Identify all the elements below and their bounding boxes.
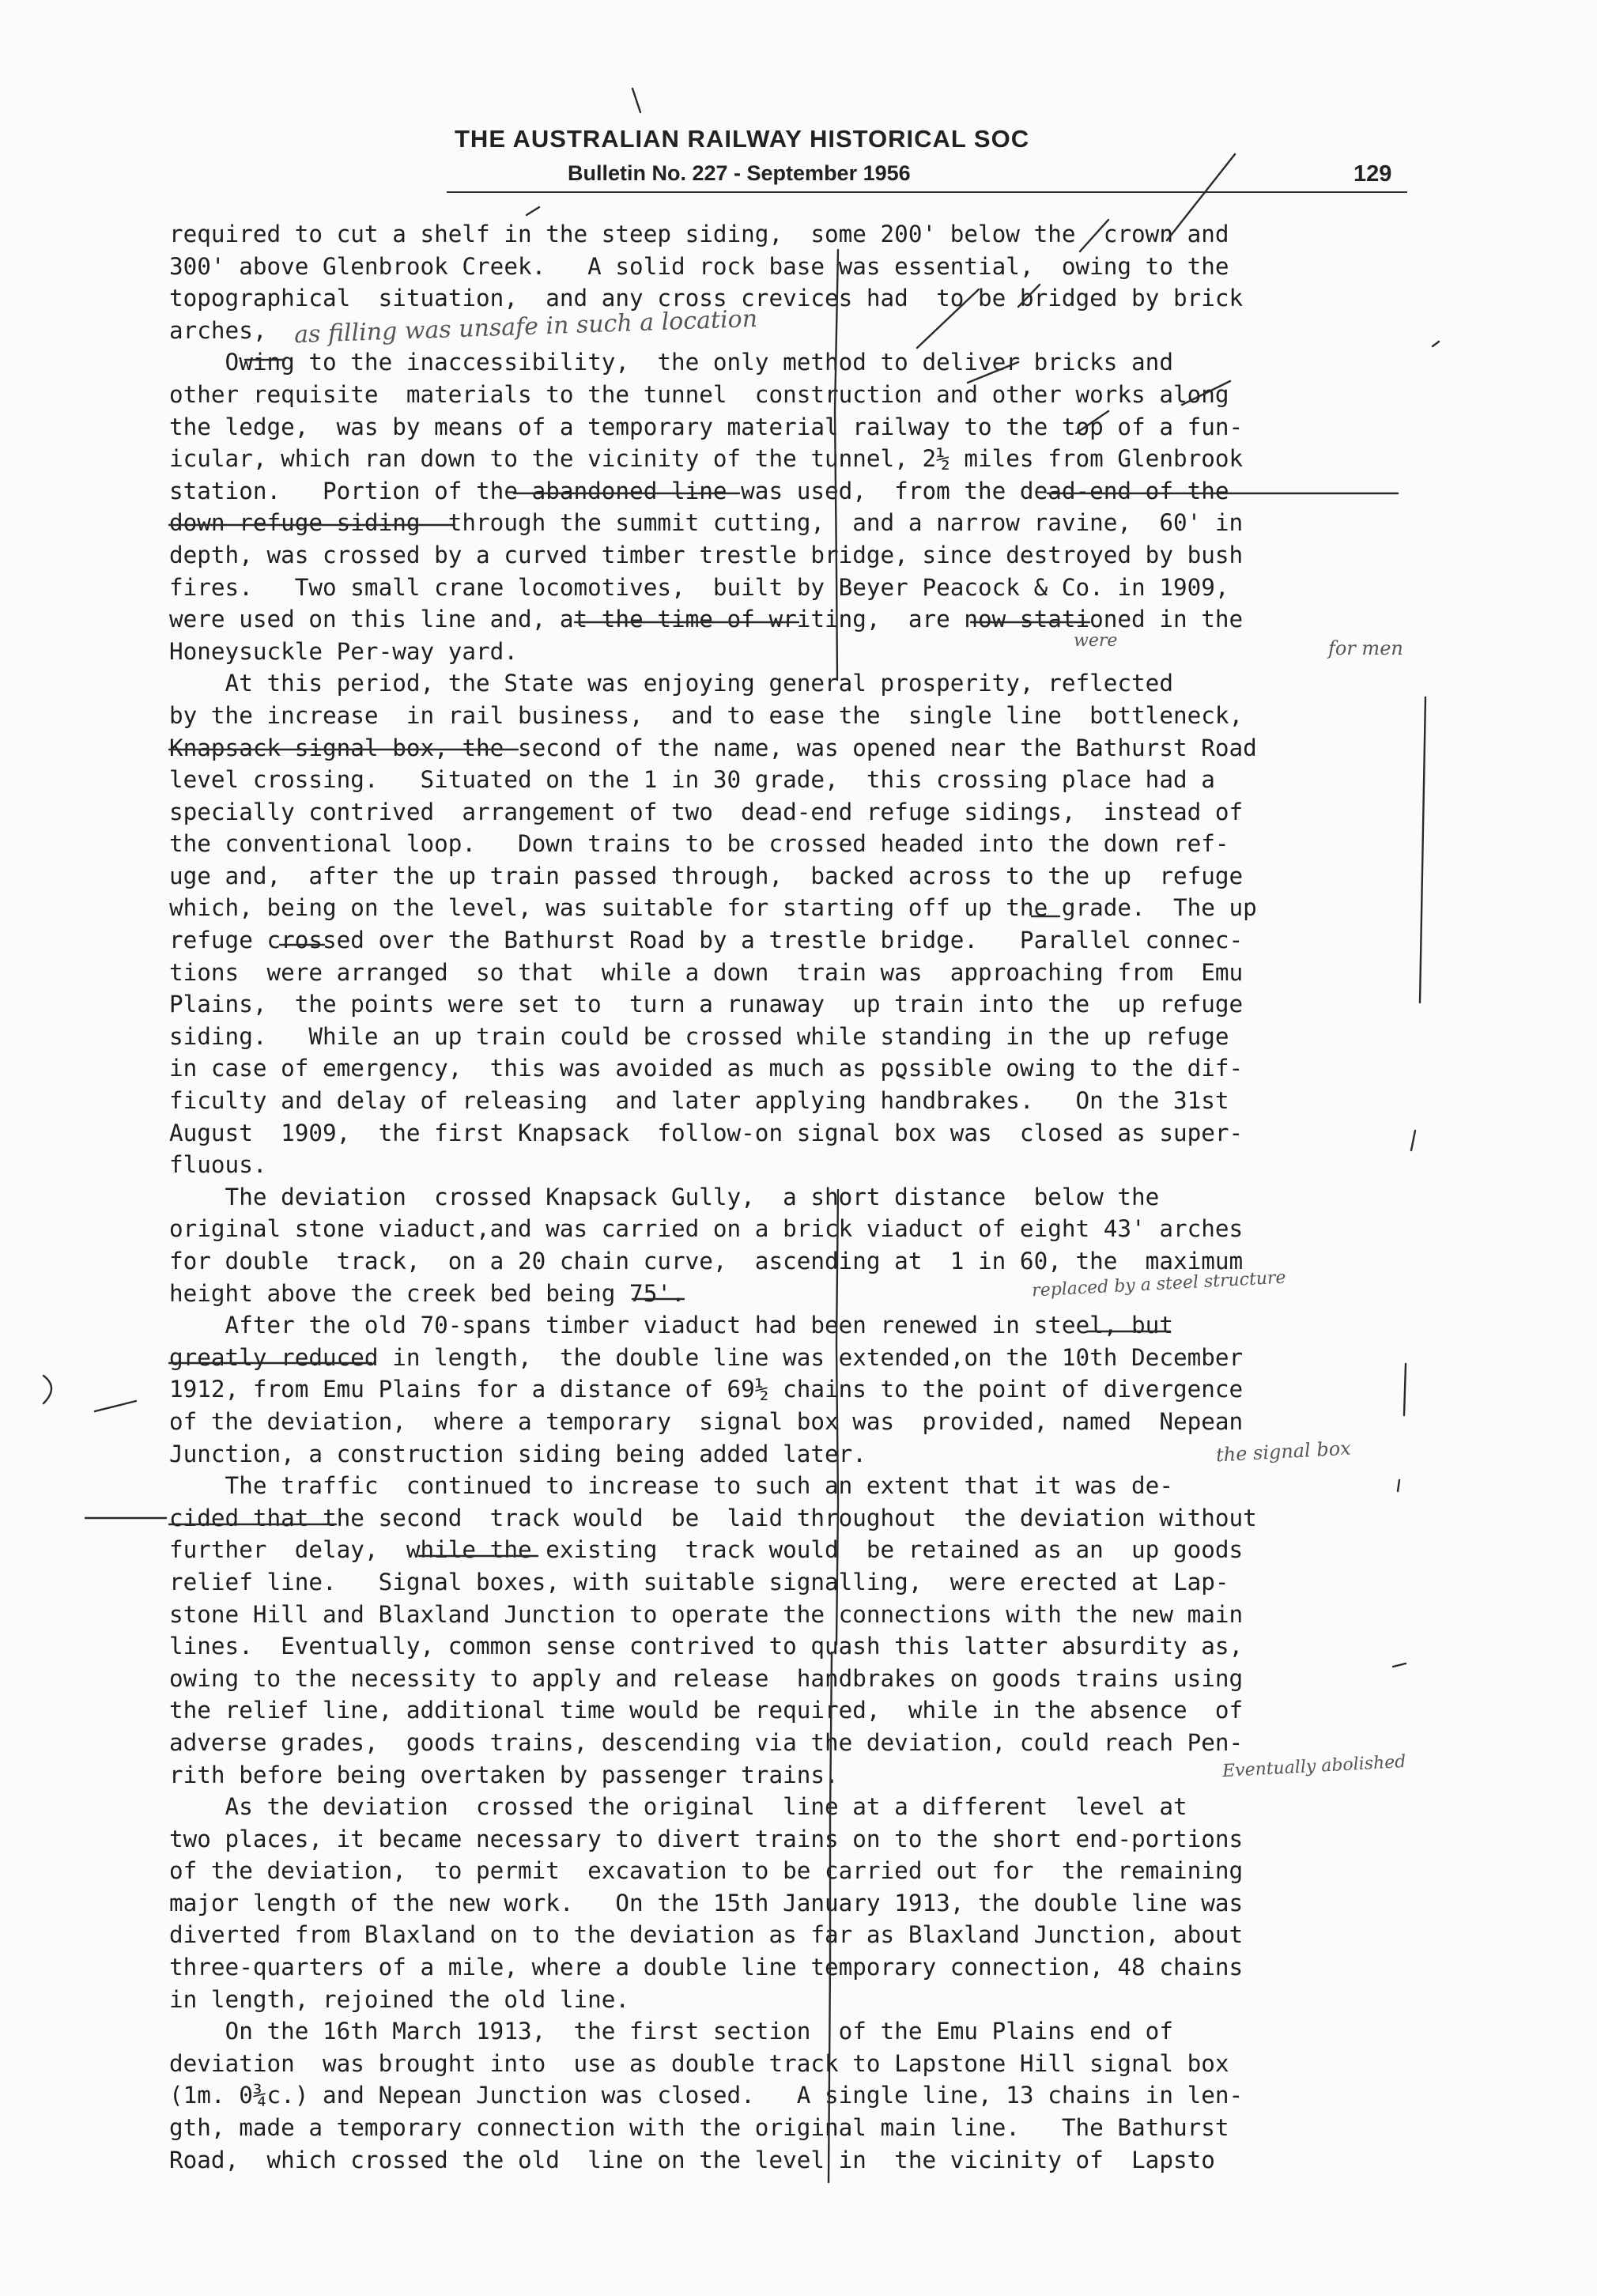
text-line: greatly reduced in length, the double line was extended,on the 10th December (169, 1343, 1244, 1371)
page-number: 129 (1353, 161, 1392, 187)
text-line: cided that the second track would be laid throughout the deviation without (169, 1504, 1257, 1531)
annotation-signal-box: the signal box (1215, 1437, 1352, 1467)
text-line: which, being on the level, was suitable for starting off up the grade. The up (169, 894, 1257, 922)
text-line: topographical situation, and any cross crevices had to be bridged by brick (169, 285, 1244, 312)
annotation-for-men: for men (1328, 637, 1403, 659)
text-line: 300' above Glenbrook Creek. A solid rock base was essential, owing to the (169, 252, 1229, 280)
text-line: owing to the necessity to apply and release handbrakes on goods trains using (169, 1664, 1244, 1692)
text-line: The traffic continued to increase to such an extent that it was de- (169, 1472, 1173, 1500)
text-line: diverted from Blaxland on to the deviation as far as Blaxland Junction, about (169, 1921, 1244, 1949)
text-line: Road, which crossed the old line on the level in the vicinity of Lapsto (169, 2146, 1215, 2173)
text-line: tions were arranged so that while a down train was approaching from Emu (169, 958, 1244, 986)
text-line: adverse grades, goods trains, descending via the deviation, could reach Pen- (169, 1728, 1244, 1756)
text-line: specially contrived arrangement of two dead-end refuge sidings, instead of (169, 798, 1244, 825)
annotation-replaced: replaced by a steel structure (1031, 1267, 1287, 1301)
text-line: depth, was crossed by a curved timber trestle bridge, since destroyed by bush (169, 541, 1244, 568)
text-line: two places, it became necessary to divert trains on to the short end-portions (169, 1825, 1244, 1852)
text-line: uge and, after the up train passed through, backed across to the up refuge (169, 862, 1244, 889)
text-line: other requisite materials to the tunnel construction and other works along (169, 380, 1229, 408)
text-line: rith before being overtaken by passenger trains. (169, 1761, 839, 1788)
text-line: level crossing. Situated on the 1 in 30 grade, this crossing place had a (169, 766, 1215, 794)
text-line: arches, (169, 316, 267, 344)
text-line: down refuge siding through the summit cutting, and a narrow ravine, 60' in (169, 509, 1244, 537)
text-line: the ledge, was by means of a temporary material railway to the top of a fun- (169, 413, 1244, 440)
text-line: Junction, a construction siding being added later. (169, 1440, 866, 1467)
text-line: After the old 70-spans timber viaduct had been renewed in steel, but (169, 1312, 1173, 1339)
text-line: required to cut a shelf in the steep siding, some 200' below the crown and (169, 221, 1229, 247)
text-line: Plains, the points were set to turn a runaway up train into the up refuge (169, 991, 1244, 1018)
text-line: gth, made a temporary connection with the original main line. The Bathurst (169, 2114, 1229, 2142)
text-line: original stone viaduct,and was carried on a brick viaduct of eight 43' arches (169, 1215, 1244, 1243)
text-line: 1912, from Emu Plains for a distance of 69½ chains to the point of divergence (169, 1376, 1244, 1403)
text-line: three-quarters of a mile, where a double line temporary connection, 48 chains (169, 1954, 1244, 1981)
text-line: refuge crossed over the Bathurst Road by a trestle bridge. Parallel connec- (169, 927, 1244, 954)
text-line: ficulty and delay of releasing and later applying handbrakes. On the 31st (169, 1087, 1229, 1115)
text-line: the conventional loop. Down trains to be crossed headed into the down ref- (169, 830, 1229, 858)
text-line: in length, rejoined the old line. (169, 1985, 630, 2013)
text-line: Honeysuckle Per-way yard. (169, 637, 518, 665)
text-line: siding. While an up train could be crossed while standing in the up refuge (169, 1022, 1229, 1050)
text-line: August 1909, the first Knapsack follow-on signal box was closed as super- (169, 1119, 1244, 1146)
text-line: the relief line, additional time would be required, while in the absence of (169, 1697, 1244, 1724)
text-line: fluous. (169, 1151, 267, 1179)
text-line: As the deviation crossed the original line at a different level at (169, 1793, 1187, 1821)
annotation-abolished: Eventually abolished (1221, 1751, 1406, 1782)
text-line: icular, which ran down to the vicinity of the tunnel, 2½ miles from Glenbrook (169, 445, 1244, 473)
text-line: station. Portion of the abandoned line was used, from the dead-end of the (169, 477, 1229, 504)
text-line: in case of emergency, this was avoided as much as possible owing to the dif- (169, 1055, 1244, 1082)
annotation-were: were (1074, 631, 1118, 651)
text-line: At this period, the State was enjoying general prosperity, reflected (169, 670, 1173, 697)
text-line: fires. Two small crane locomotives, built by Beyer Peacock & Co. in 1909, (169, 573, 1229, 601)
text-line: lines. Eventually, common sense contrived to quash this latter absurdity as, (169, 1633, 1244, 1660)
text-line: were used on this line and, at the time of writing, are now stationed in the (169, 606, 1244, 633)
text-line: deviation was brought into use as double track to Lapstone Hill signal box (169, 2049, 1229, 2077)
text-line: of the deviation, where a temporary signal box was provided, named Nepean (169, 1407, 1244, 1435)
text-line: major length of the new work. On the 15th January 1913, the double line was (169, 1889, 1244, 1916)
bulletin-info: Bulletin No. 227 - September 1956 (568, 161, 911, 185)
text-line: Knapsack signal box, the second of the name, was opened near the Bathurst Road (169, 734, 1257, 761)
text-line: for double track, on a 20 chain curve, ascending at 1 in 60, the maximum (169, 1248, 1244, 1275)
text-line: (1m. 0¾c.) and Nepean Junction was closed. A single line, 13 chains in len- (169, 2082, 1244, 2109)
text-line: height above the creek bed being 75'. (169, 1279, 685, 1307)
publication-title: THE AUSTRALIAN RAILWAY HISTORICAL SOC (455, 125, 1030, 153)
text-line: On the 16th March 1913, the first section of the Emu Plains end of (169, 2018, 1173, 2045)
text-line: stone Hill and Blaxland Junction to operate the connections with the new main (169, 1600, 1244, 1628)
text-line: The deviation crossed Knapsack Gully, a short distance below the (169, 1183, 1160, 1210)
text-line: further delay, while the existing track would be retained as an up goods (169, 1536, 1244, 1564)
annotation-filling: as filling was unsafe in such a location (293, 304, 758, 349)
text-line: by the increase in rail business, and to ease the single line bottleneck, (169, 701, 1244, 729)
text-line: Owing to the inaccessibility, the only method to deliver bricks and (169, 349, 1173, 376)
text-line: relief line. Signal boxes, with suitable signalling, were erected at Lap- (169, 1568, 1229, 1595)
text-line: of the deviation, to permit excavation to be carried out for the remaining (169, 1857, 1244, 1885)
